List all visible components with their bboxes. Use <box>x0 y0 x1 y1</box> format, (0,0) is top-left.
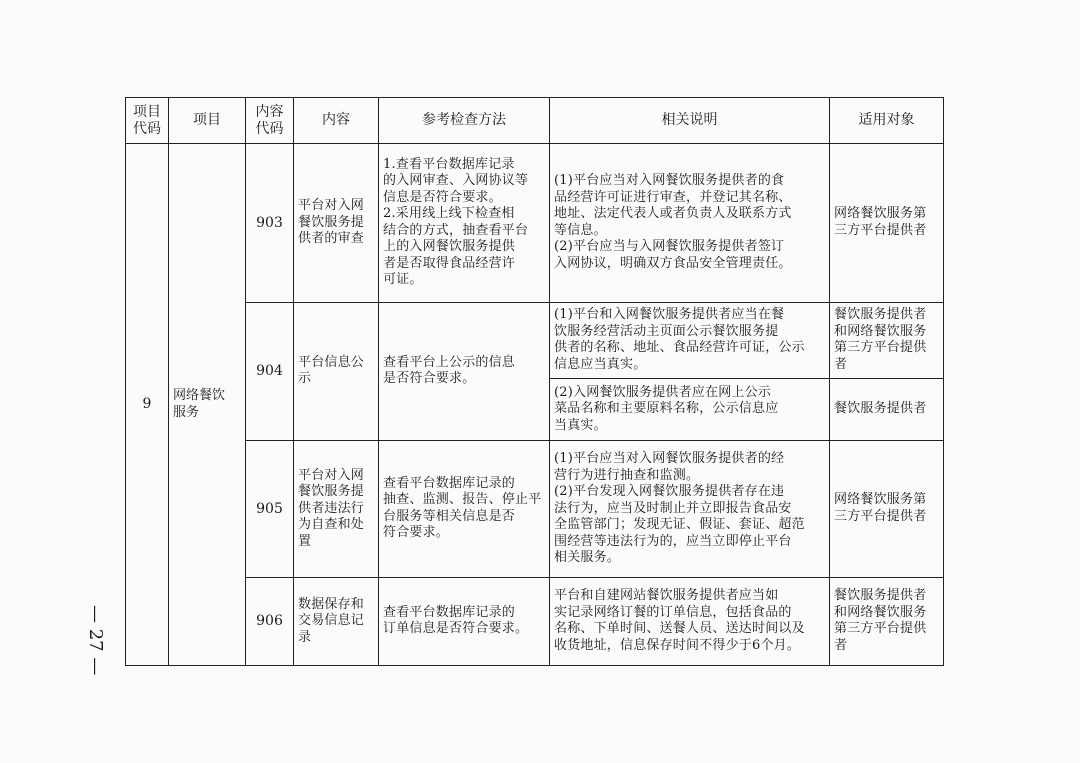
header-project-code: 项目 代码 <box>126 98 169 144</box>
target-cell: 餐饮服务提供者 和网络餐饮服务 第三方平台提供 者 <box>830 577 944 665</box>
content-code-cell: 906 <box>246 577 294 665</box>
content-code-cell: 903 <box>246 144 294 303</box>
header-content-code: 内容 代码 <box>246 98 294 144</box>
header-method: 参考检查方法 <box>379 98 550 144</box>
project-name-cell: 网络餐饮 服务 <box>169 144 246 666</box>
target-cell: 餐饮服务提供者 和网络餐饮服务 第三方平台提供 者 <box>830 302 944 378</box>
header-row <box>126 98 944 144</box>
content-cell: 数据保存和 交易信息记 录 <box>294 577 379 665</box>
project-code-cell: 9 <box>126 144 169 666</box>
target-cell: 餐饮服务提供者 <box>830 378 944 440</box>
table-row <box>126 577 944 665</box>
notes-cell: 平台和自建网站餐饮服务提供者应当如 实记录网络订餐的订单信息，包括食品的 名称、下单时间、送餐人员、送达时间以及 收货地址，信息保存时间不得少于6个月。 <box>550 577 830 665</box>
target-cell: 网络餐饮服务第 三方平台提供者 <box>830 441 944 578</box>
table-row <box>126 302 944 378</box>
method-cell: 查看平台数据库记录的 订单信息是否符合要求。 <box>379 577 550 665</box>
content-cell: 平台对入网 餐饮服务提 供者的审查 <box>294 144 379 303</box>
table-row <box>126 144 944 303</box>
content-cell: 平台对入网 餐饮服务提 供者违法行 为自查和处 置 <box>294 441 379 578</box>
notes-cell: (1)平台应当对入网餐饮服务提供者的经 营行为进行抽查和监测。 (2)平台发现入网餐饮服务提供者存在违 法行为，应当及时制止并立即报告食品安 全监管部门；发现无证、假证、套证、超范 围经营等违法行为的，应当立即停止平台 相关服务。 <box>550 441 830 578</box>
method-cell: 查看平台上公示的信息 是否符合要求。 <box>379 302 550 441</box>
page-number: — 27 — <box>85 605 106 676</box>
notes-cell: (2)入网餐饮服务提供者应在网上公示 菜品名称和主要原料名称，公示信息应 当真实。 <box>550 378 830 440</box>
content-cell: 平台信息公 示 <box>294 302 379 441</box>
method-cell: 查看平台数据库记录的 抽查、监测、报告、停止平 台服务等相关信息是否 符合要求。 <box>379 441 550 578</box>
header-project: 项目 <box>169 98 246 144</box>
content-code-cell: 905 <box>246 441 294 578</box>
header-content: 内容 <box>294 98 379 144</box>
table-row <box>126 441 944 578</box>
target-cell: 网络餐饮服务第 三方平台提供者 <box>830 144 944 303</box>
inspection-table <box>125 97 944 666</box>
notes-cell: (1)平台应当对入网餐饮服务提供者的食 品经营许可证进行审查，并登记其名称、 地址、法定代表人或者负责人及联系方式 等信息。 (2)平台应当与入网餐饮服务提供者签订 入网协议，明确双方食品安全管理责任。 <box>550 144 830 303</box>
header-notes: 相关说明 <box>550 98 830 144</box>
method-cell: 1.查看平台数据库记录 的入网审查、入网协议等 信息是否符合要求。 2.采用线上线下检查相 结合的方式，抽查看平台 上的入网餐饮服务提供 者是否取得食品经营许 可证。 <box>379 144 550 303</box>
header-target: 适用对象 <box>830 98 944 144</box>
notes-cell: (1)平台和入网餐饮服务提供者应当在餐 饮服务经营活动主页面公示餐饮服务提 供者的名称、地址、食品经营许可证，公示 信息应当真实。 <box>550 302 830 378</box>
content-code-cell: 904 <box>246 302 294 441</box>
